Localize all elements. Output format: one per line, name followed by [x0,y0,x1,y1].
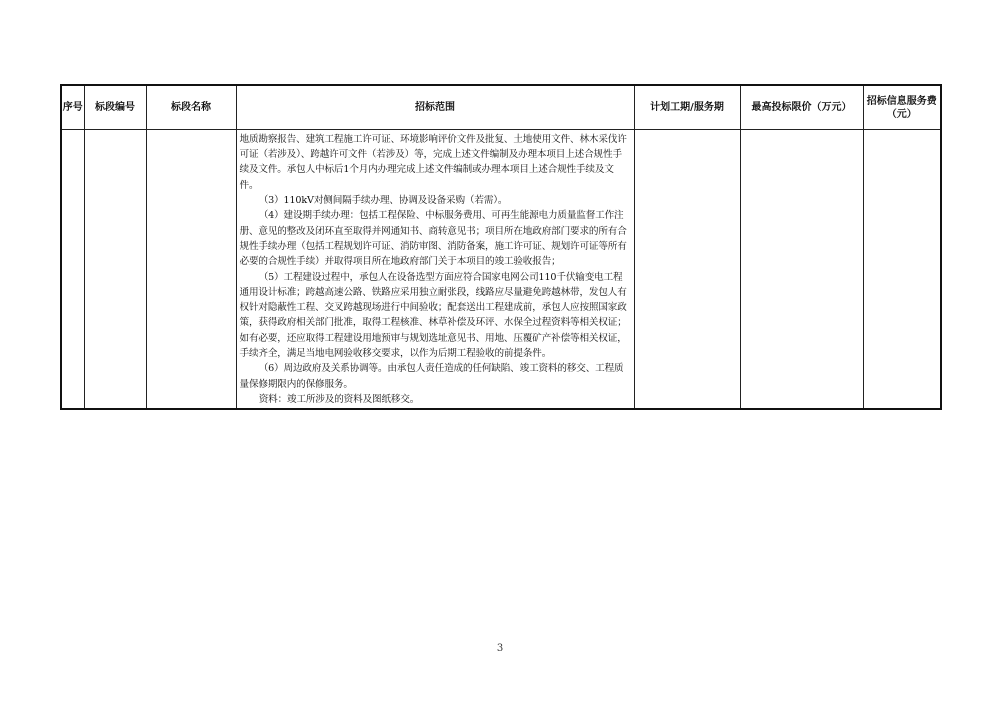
scope-paragraph: （3）110kV对侧间隔手续办理、协调及设备采购（若需）。 [258,195,508,207]
header-max-price: 最高投标限价（万元） [740,85,863,130]
cell-lot-name [146,130,236,410]
scope-paragraph: （4）建设期手续办理：包括工程保险、中标服务费用、可再生能源电力质量监督工作注册、意见的整改及闭环直至取得并网通知书、商转意见书；项目所在地政府部门要求的所有合规性手续办理（包括工程规划许可证、消防审图、消防备案，施工许可证、规划许可证等所有必要的合规性手续）并取得项目所在地政府部门关于本项目的竣工验收报告； [239,210,627,268]
cell-scope [236,130,634,410]
cell-max-price [740,130,863,410]
page-number: 3 [496,643,504,654]
bid-scope-table [60,84,942,410]
header-lot-number: 标段编号 [84,85,146,130]
cell-lot-number [84,130,146,410]
header-seq: 序号 [61,85,84,130]
header-scope: 招标范围 [236,85,634,130]
table-row [61,130,941,410]
cell-period [634,130,740,410]
header-period: 计划工期/服务期 [634,85,740,130]
header-service-fee: 招标信息服务费（元） [863,85,941,130]
cell-seq [61,130,84,410]
cell-service-fee [863,130,941,410]
scope-paragraph: （5）工程建设过程中，承包人在设备选型方面应符合国家电网公司110千伏输变电工程通用设计标准；跨越高速公路、铁路应采用独立耐张段，线路应尽量避免跨越林带，发包人有权针对隐蔽性工程、交叉跨越现场进行中间验收；配套送出工程建成前，承包人应按照国家政策，获得政府相关部门批准，取得工程核准、林草补偿及环评、水保全过程资料等相关权证；如有必要，还应取得工程建设用地预审与规划选址意见书、用地、压覆矿产补偿等相关权证，手续齐全，满足当地电网验收移交要求，以作为后期工程验收的前提条件。 [239,271,627,359]
scope-paragraph: 资料：竣工所涉及的资料及图纸移交。 [258,393,420,405]
table-header-row [61,85,941,130]
header-lot-name: 标段名称 [146,85,236,130]
scope-text [237,131,634,407]
scope-paragraph: （6）周边政府及关系协调等。由承包人责任造成的任何缺陷、竣工资料的移交、工程质量保修期限内的保修服务。 [239,363,624,390]
scope-paragraph: 地质勘察报告、建筑工程施工许可证、环境影响评价文件及批复、土地使用文件、林木采伐许可证（若涉及）、跨越许可文件（若涉及）等，完成上述文件编制及办理本项目上述合规性手续及文件。承包人中标后1个月内办理完成上述文件编制或办理本项目上述合规性手续及文件。 [239,133,627,191]
